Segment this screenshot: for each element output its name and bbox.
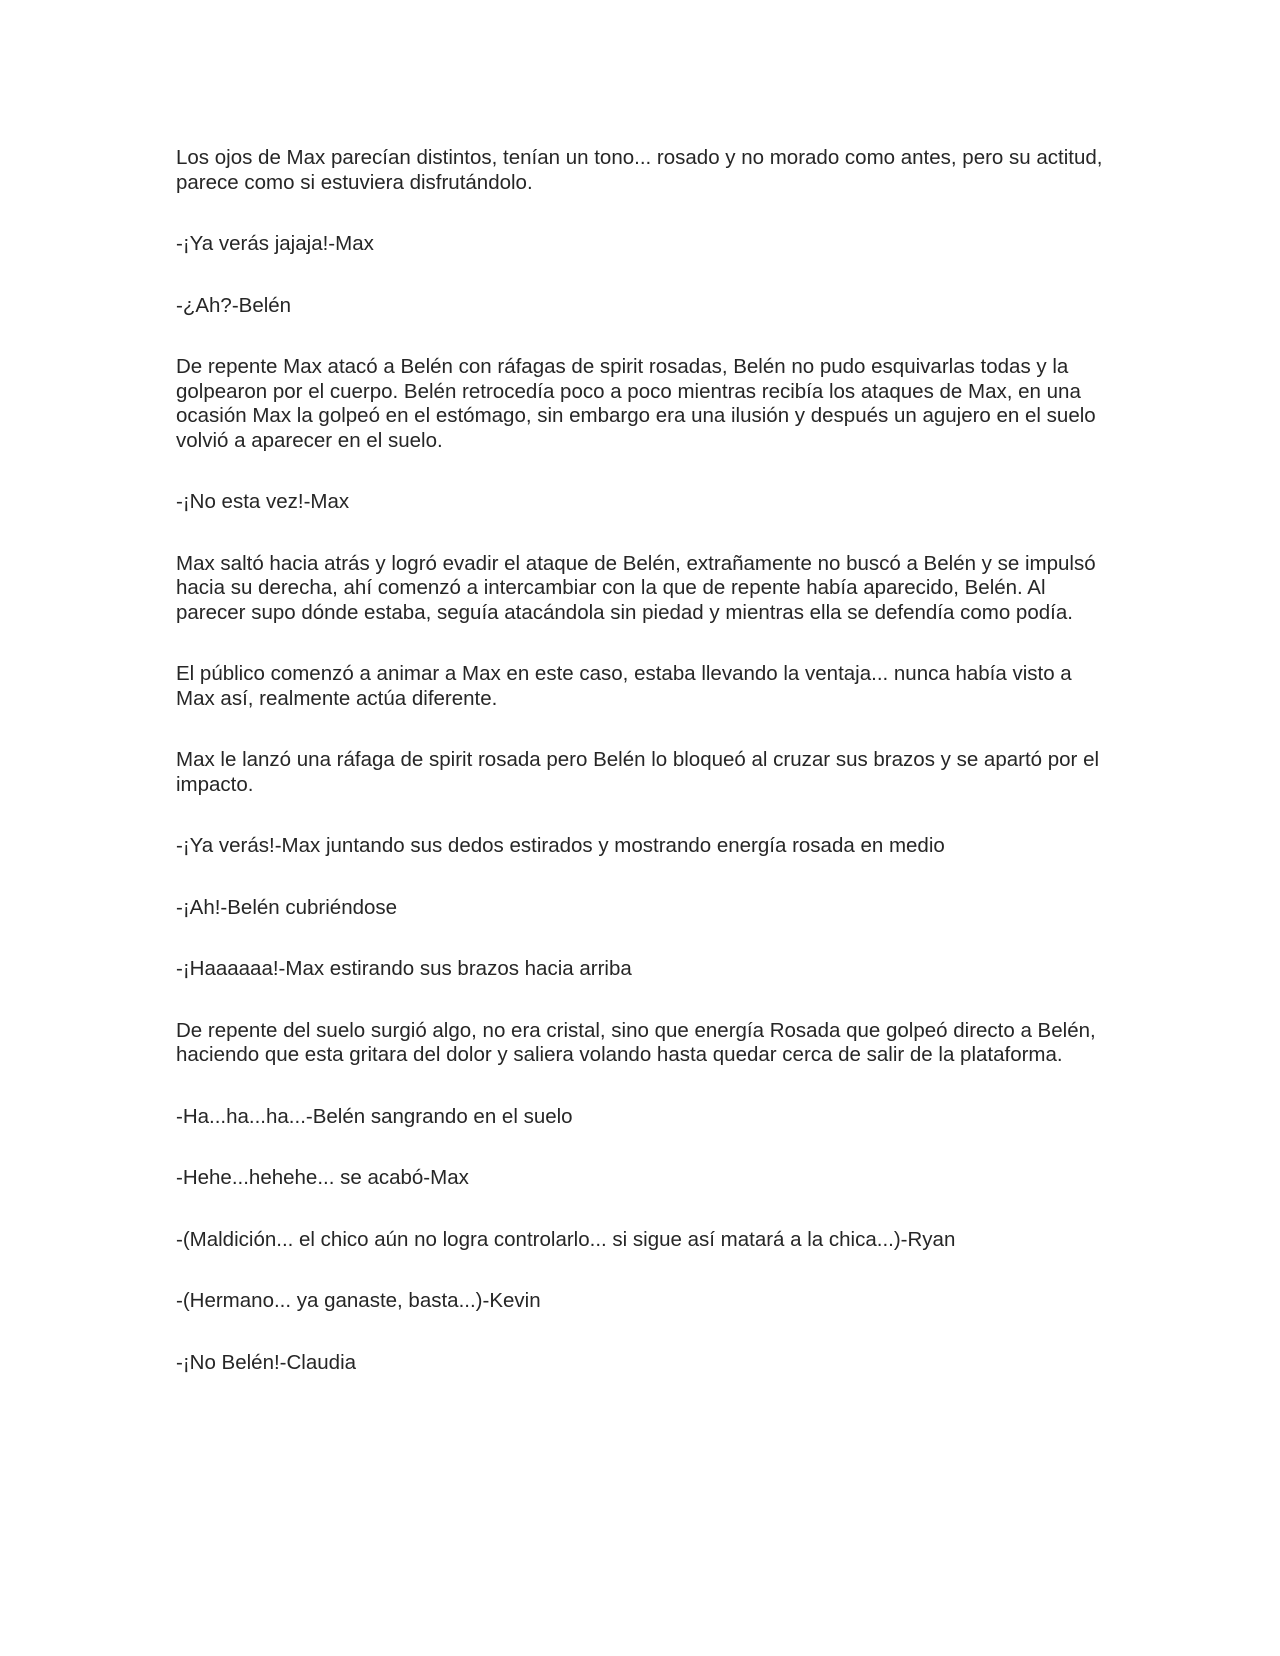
document-body	[176, 146, 1106, 1412]
paragraph: Los ojos de Max parecían distintos, tenían un tono... rosado y no morado como antes, pero su actitud, parece como si estuviera disfrutándolo.	[176, 146, 1103, 194]
paragraph: -¡Ya verás!-Max juntando sus dedos estirados y mostrando energía rosada en medio	[176, 834, 945, 857]
paragraph: -¡Ya verás jajaja!-Max	[176, 232, 374, 255]
paragraph: De repente Max atacó a Belén con ráfagas de spirit rosadas, Belén no pudo esquivarlas todas y la golpearon por el cuerpo. Belén retrocedía poco a poco mientras recibía los ataques de Max, en una ocasión Max la golpeó en el estómago, sin embargo era una ilusión y después un agujero en el suelo volvió a aparecer en el suelo.	[176, 355, 1096, 452]
paragraph: -¡Ah!-Belén cubriéndose	[176, 895, 398, 919]
paragraph: -Hehe...hehehe... se acabó-Max	[176, 1166, 469, 1189]
paragraph: -(Hermano... ya ganaste, basta...)-Kevin	[176, 1289, 541, 1312]
paragraph: -¿Ah?-Belén	[176, 293, 292, 317]
paragraph: Max saltó hacia atrás y logró evadir el ataque de Belén, extrañamente no buscó a Belén y se impulsó hacia su derecha, ahí comenzó a intercambiar con la que de repente había aparecido, Belén. Al parecer supo dónde estaba, seguía atacándola sin piedad y mientras ella se defendía como podía.	[176, 551, 1096, 624]
paragraph: De repente del suelo surgió algo, no era cristal, sino que energía Rosada que golpeó directo a Belén, haciendo que esta gritara del dolor y saliera volando hasta quedar cerca de salir de la plataforma.	[176, 1018, 1096, 1066]
paragraph: -¡No esta vez!-Max	[176, 490, 350, 513]
paragraph: -(Maldición... el chico aún no logra controlarlo... si sigue así matará a la chica...)-Ryan	[176, 1227, 956, 1251]
paragraph: El público comenzó a animar a Max en este caso, estaba llevando la ventaja... nunca había visto a Max así, realmente actúa diferente.	[176, 662, 1072, 710]
paragraph: Max le lanzó una ráfaga de spirit rosada pero Belén lo bloqueó al cruzar sus brazos y se apartó por el impacto.	[176, 748, 1100, 796]
paragraph: -¡Haaaaaa!-Max estirando sus brazos hacia arriba	[176, 957, 632, 980]
paragraph: -¡No Belén!-Claudia	[176, 1350, 357, 1374]
paragraph: -Ha...ha...ha...-Belén sangrando en el suelo	[176, 1104, 573, 1128]
